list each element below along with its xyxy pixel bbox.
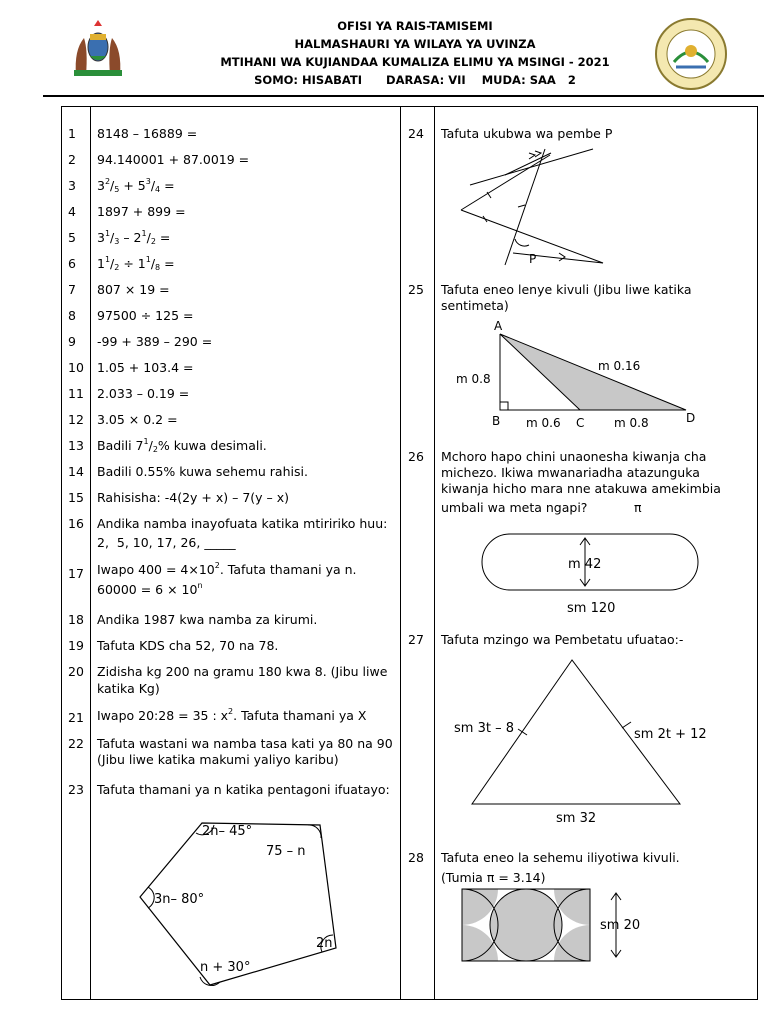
- vertex-c: C: [576, 416, 585, 430]
- question-text: sentimeta): [441, 298, 509, 313]
- pentagon-angle-bottom: n + 30°: [200, 960, 251, 975]
- question-text: Tafuta thamani ya n katika pentagoni ifuatayo:: [97, 782, 390, 797]
- pentagon-figure: [120, 805, 350, 990]
- question-number: 19: [68, 638, 84, 653]
- question-text: Mchoro hapo chini unaonesha kiwanja cha: [441, 449, 707, 464]
- question-text: $1^1/_2 \div 1^1/_8$ =: [97, 255, 175, 272]
- question-number: 26: [408, 449, 424, 464]
- question-text: $60000 = 6 \times 10^n$: [97, 581, 203, 597]
- question-text: Badili 0.55% kuwa sehemu rahisi.: [97, 464, 308, 479]
- height-label: sm 20: [600, 918, 641, 933]
- pentagon-angle-left: 3n– 80°: [154, 892, 205, 907]
- exam-header: [0, 0, 768, 96]
- question-text: umbali wa meta ngapi?: [441, 500, 588, 515]
- question-text: 2.033 – 0.19 =: [97, 386, 190, 401]
- question-number: 28: [408, 850, 424, 865]
- question-text: Iwapo $400 = 4\times 10^2$. Tafuta thamani ya n.: [97, 561, 357, 577]
- vertex-a: A: [494, 319, 503, 333]
- question-text: Tafuta wastani wa namba tasa kati ya 80 na 90: [97, 736, 393, 751]
- running-track-figure: [480, 528, 710, 620]
- question-number: 4: [68, 204, 76, 219]
- question-text: (Tumia π = 3.14): [441, 870, 546, 885]
- vertex-d: D: [686, 411, 696, 425]
- side-bc-label: m 0.6: [526, 416, 561, 430]
- question-number: 18: [68, 612, 84, 627]
- shaded-triangle-figure: [452, 314, 712, 434]
- question-number: 23: [68, 782, 84, 797]
- question-text: Tafuta KDS cha 52, 70 na 78.: [97, 638, 279, 653]
- question-number: 20: [68, 664, 84, 679]
- angle-p-label: P: [529, 252, 537, 266]
- question-number: 14: [68, 464, 84, 479]
- header-line-1: OFISI YA RAIS-TAMISEMI: [337, 19, 493, 33]
- question-text: 94.140001 + 87.0019 =: [97, 152, 250, 167]
- pi-symbol: π: [634, 500, 642, 515]
- header-line-4: SOMO: HISABATI DARASA: VII MUDA: SAA 2: [254, 73, 576, 87]
- question-number: 22: [68, 736, 84, 751]
- question-number: 15: [68, 490, 84, 505]
- question-text: $3^1/_3 - 2^1/_2$ =: [97, 229, 171, 246]
- vertex-b: B: [492, 414, 501, 428]
- header-line-2: HALMASHAURI YA WILAYA YA UVINZA: [294, 37, 536, 51]
- question-number: 12: [68, 412, 84, 427]
- question-number: 2: [68, 152, 76, 167]
- right-number-divider: [434, 106, 435, 1000]
- question-number: 10: [68, 360, 84, 375]
- header-line-3: MTIHANI WA KUJIANDAA KUMALIZA ELIMU YA MSINGI - 2021: [220, 55, 610, 69]
- question-number: 6: [68, 256, 76, 271]
- question-number: 8: [68, 308, 76, 323]
- question-text: Tafuta eneo la sehemu iliyotiwa kivuli.: [441, 850, 680, 865]
- question-number: 11: [68, 386, 84, 401]
- question-number: 27: [408, 632, 424, 647]
- header-rule: [43, 95, 764, 97]
- side-ad-label: m 0.16: [598, 359, 641, 373]
- question-text: Tafuta mzingo wa Pembetatu ufuatao:-: [441, 632, 684, 647]
- pentagon-angle-top-left: 2n– 45°: [202, 824, 253, 839]
- question-text: Zidisha kg 200 na gramu 180 kwa 8. (Jibu liwe: [97, 664, 388, 679]
- question-number: 5: [68, 230, 76, 245]
- question-text: Rahisisha: -4(2y + x) – 7(y – x): [97, 490, 290, 505]
- base-label: sm 32: [556, 811, 597, 826]
- left-number-divider: [90, 106, 91, 1000]
- question-text: kiwanja hicho mara nne atakuwa amekimbia: [441, 481, 721, 496]
- question-text: 1.05 + 103.4 =: [97, 360, 194, 375]
- question-text: (Jibu liwe katika makumi yaliyo karibu): [97, 752, 339, 767]
- side-cd-label: m 0.8: [614, 416, 649, 430]
- track-width-label: sm 120: [567, 601, 616, 616]
- question-number: 3: [68, 178, 76, 193]
- triangle-perimeter-figure: [448, 656, 728, 828]
- question-text: Andika namba inayofuata katika mtiririko huu:: [97, 516, 388, 531]
- question-number: 16: [68, 516, 84, 531]
- left-side-label: sm 3t – 8: [454, 721, 514, 736]
- side-ab-label: m 0.8: [456, 372, 491, 386]
- question-number: 24: [408, 126, 424, 141]
- question-text: Tafuta eneo lenye kivuli (Jibu liwe katika: [441, 282, 692, 297]
- question-number: 25: [408, 282, 424, 297]
- question-text: $3^2/_5 + 5^3/_4$ =: [97, 177, 175, 194]
- question-text: Badili $7^1/_2\%$ kuwa desimali.: [97, 437, 267, 454]
- question-text: 807 × 19 =: [97, 282, 170, 297]
- question-text: 1897 + 899 =: [97, 204, 186, 219]
- question-text: 3.05 × 0.2 =: [97, 412, 178, 427]
- track-height-label: m 42: [568, 557, 602, 572]
- question-number: 7: [68, 282, 76, 297]
- question-number: 1: [68, 126, 76, 141]
- question-text: 97500 ÷ 125 =: [97, 308, 194, 323]
- shaded-circle-figure: [458, 885, 658, 965]
- pentagon-angle-top-right: 75 – n: [266, 844, 306, 859]
- question-text: Tafuta ukubwa wa pembe P: [441, 126, 613, 141]
- question-number: 13: [68, 438, 84, 453]
- question-number: 17: [68, 566, 84, 581]
- right-side-label: sm 2t + 12: [634, 727, 707, 742]
- pentagon-angle-right: 2n: [316, 936, 333, 951]
- question-text: Iwapo 20:28 = 35 : $x^2$. Tafuta thamani ya X: [97, 707, 367, 723]
- question-text: 8148 – 16889 =: [97, 126, 198, 141]
- question-number: 9: [68, 334, 76, 349]
- coat-of-arms-logo: [68, 20, 128, 80]
- question-number: 21: [68, 710, 84, 725]
- question-text: Andika 1987 kwa namba za kirumi.: [97, 612, 318, 627]
- question-text: -99 + 389 – 290 =: [97, 334, 213, 349]
- angle-p-figure: [455, 145, 615, 270]
- question-text: michezo. Ikiwa mwanariadha atazunguka: [441, 465, 700, 480]
- sequence-line: 2, 5, 10, 17, 26, _____: [97, 535, 236, 550]
- center-divider: [400, 106, 401, 1000]
- question-text: katika Kg): [97, 681, 160, 696]
